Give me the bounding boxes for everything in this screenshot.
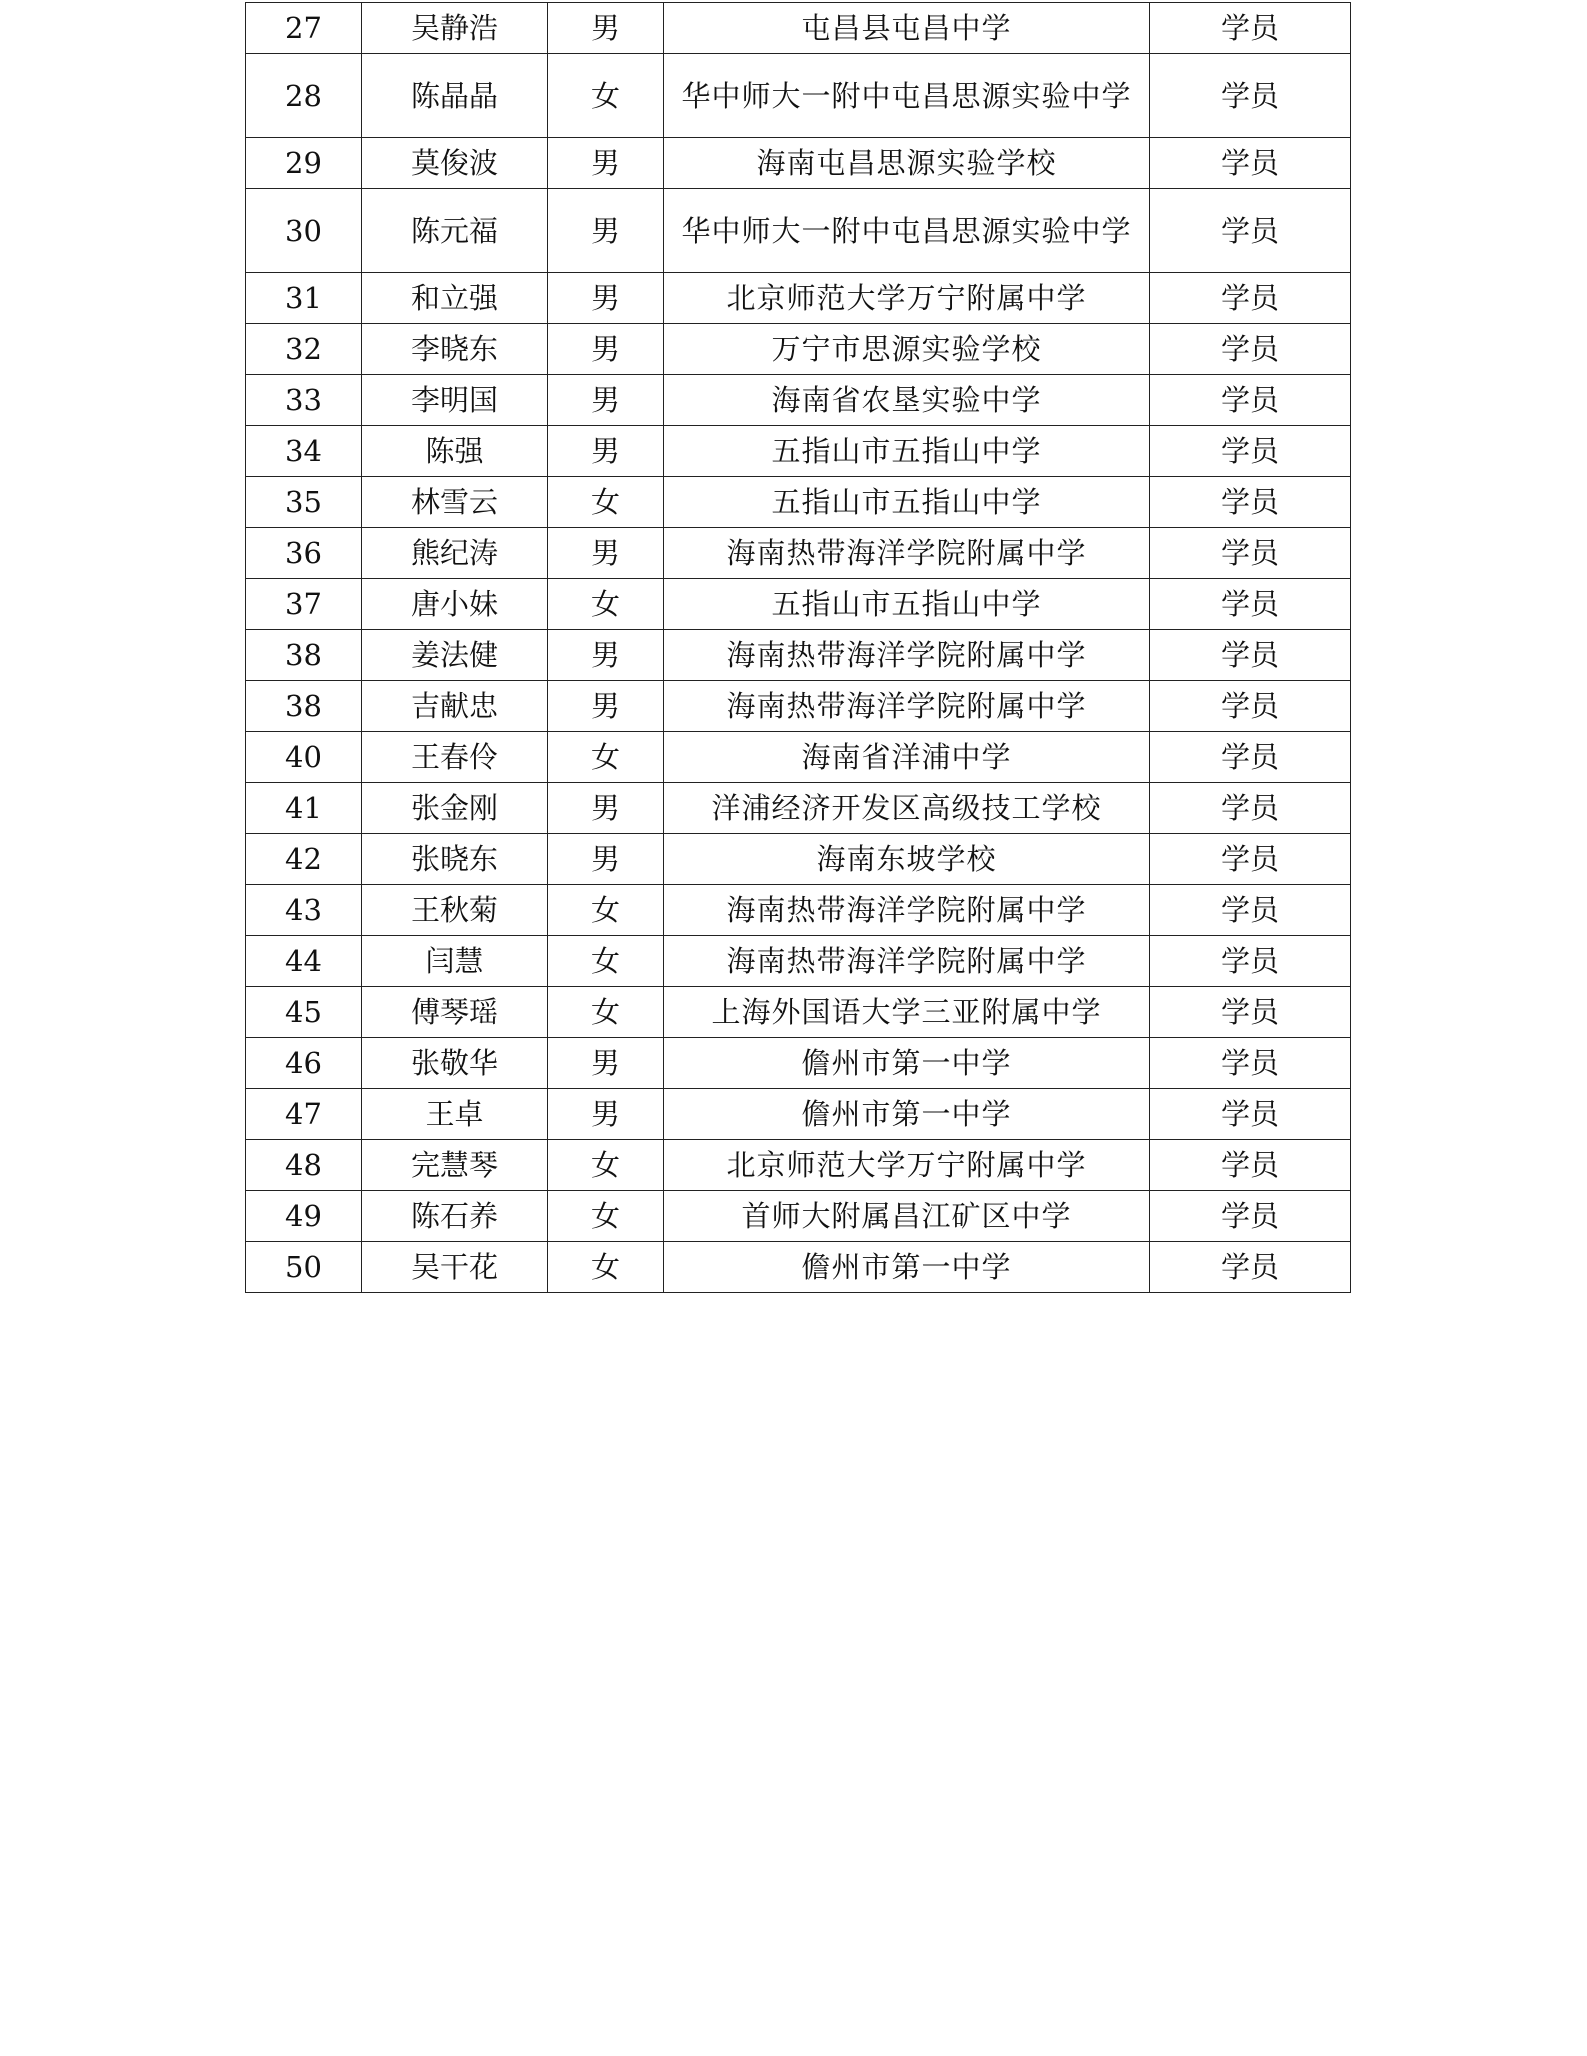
row-number: 34 (246, 426, 362, 477)
trainee-gender: 男 (548, 138, 664, 189)
table-row (246, 987, 1351, 1038)
trainee-gender: 男 (548, 783, 664, 834)
trainee-role: 学员 (1150, 138, 1351, 189)
trainee-school: 华中师大一附中屯昌思源实验中学 (664, 189, 1150, 273)
trainee-role: 学员 (1150, 1140, 1351, 1191)
trainee-school: 海南屯昌思源实验学校 (664, 138, 1150, 189)
trainee-gender: 女 (548, 987, 664, 1038)
trainee-role: 学员 (1150, 885, 1351, 936)
row-number: 40 (246, 732, 362, 783)
trainee-gender: 男 (548, 834, 664, 885)
trainee-gender: 男 (548, 1089, 664, 1140)
trainee-gender: 女 (548, 885, 664, 936)
trainee-school: 洋浦经济开发区高级技工学校 (664, 783, 1150, 834)
trainee-school: 五指山市五指山中学 (664, 579, 1150, 630)
table-row (246, 1140, 1351, 1191)
trainee-school: 海南热带海洋学院附属中学 (664, 681, 1150, 732)
trainee-role: 学员 (1150, 375, 1351, 426)
trainee-gender: 男 (548, 1038, 664, 1089)
trainee-role: 学员 (1150, 1089, 1351, 1140)
trainee-school: 海南省洋浦中学 (664, 732, 1150, 783)
row-number: 30 (246, 189, 362, 273)
trainee-name: 和立强 (362, 273, 548, 324)
trainee-role: 学员 (1150, 3, 1351, 54)
trainee-name: 李晓东 (362, 324, 548, 375)
trainee-school: 五指山市五指山中学 (664, 426, 1150, 477)
trainee-name: 张金刚 (362, 783, 548, 834)
trainee-school: 北京师范大学万宁附属中学 (664, 1140, 1150, 1191)
trainee-name: 陈元福 (362, 189, 548, 273)
table-row (246, 630, 1351, 681)
row-number: 47 (246, 1089, 362, 1140)
row-number: 33 (246, 375, 362, 426)
trainee-school: 北京师范大学万宁附属中学 (664, 273, 1150, 324)
row-number: 28 (246, 54, 362, 138)
table-row (246, 1038, 1351, 1089)
trainee-school: 上海外国语大学三亚附属中学 (664, 987, 1150, 1038)
table-row (246, 681, 1351, 732)
row-number: 44 (246, 936, 362, 987)
trainee-name: 张晓东 (362, 834, 548, 885)
table-row (246, 375, 1351, 426)
trainee-school: 儋州市第一中学 (664, 1089, 1150, 1140)
trainee-school: 首师大附属昌江矿区中学 (664, 1191, 1150, 1242)
trainee-gender: 女 (548, 579, 664, 630)
table-row (246, 477, 1351, 528)
row-number: 29 (246, 138, 362, 189)
row-number: 42 (246, 834, 362, 885)
trainee-gender: 男 (548, 3, 664, 54)
table-row (246, 936, 1351, 987)
trainee-role: 学员 (1150, 681, 1351, 732)
trainee-gender: 男 (548, 630, 664, 681)
trainee-school: 海南热带海洋学院附属中学 (664, 936, 1150, 987)
trainee-name: 莫俊波 (362, 138, 548, 189)
trainee-role: 学员 (1150, 834, 1351, 885)
table-row (246, 1191, 1351, 1242)
table-row (246, 528, 1351, 579)
trainee-role: 学员 (1150, 1038, 1351, 1089)
trainee-role: 学员 (1150, 1191, 1351, 1242)
table-row (246, 732, 1351, 783)
trainee-name: 姜法健 (362, 630, 548, 681)
row-number: 48 (246, 1140, 362, 1191)
trainee-gender: 女 (548, 54, 664, 138)
table-row (246, 885, 1351, 936)
row-number: 38 (246, 681, 362, 732)
trainee-school: 五指山市五指山中学 (664, 477, 1150, 528)
trainee-name: 王春伶 (362, 732, 548, 783)
trainee-role: 学员 (1150, 936, 1351, 987)
trainee-name: 完慧琴 (362, 1140, 548, 1191)
row-number: 37 (246, 579, 362, 630)
trainee-school: 海南省农垦实验中学 (664, 375, 1150, 426)
table-row (246, 54, 1351, 138)
trainee-gender: 女 (548, 936, 664, 987)
trainee-name: 林雪云 (362, 477, 548, 528)
row-number: 31 (246, 273, 362, 324)
trainee-role: 学员 (1150, 273, 1351, 324)
table-row (246, 3, 1351, 54)
trainee-role: 学员 (1150, 630, 1351, 681)
trainee-school: 万宁市思源实验学校 (664, 324, 1150, 375)
row-number: 35 (246, 477, 362, 528)
table-row (246, 1242, 1351, 1293)
table-row (246, 783, 1351, 834)
table-row (246, 1089, 1351, 1140)
trainee-name: 傅琴瑶 (362, 987, 548, 1038)
row-number: 45 (246, 987, 362, 1038)
trainee-role: 学员 (1150, 324, 1351, 375)
trainee-gender: 男 (548, 189, 664, 273)
trainee-gender: 男 (548, 426, 664, 477)
table-row (246, 324, 1351, 375)
trainee-school: 海南热带海洋学院附属中学 (664, 528, 1150, 579)
trainee-name: 张敬华 (362, 1038, 548, 1089)
row-number: 49 (246, 1191, 362, 1242)
trainee-role: 学员 (1150, 579, 1351, 630)
table-row (246, 834, 1351, 885)
row-number: 41 (246, 783, 362, 834)
trainee-role: 学员 (1150, 54, 1351, 138)
trainee-name: 王秋菊 (362, 885, 548, 936)
row-number: 32 (246, 324, 362, 375)
table-row (246, 579, 1351, 630)
trainee-role: 学员 (1150, 783, 1351, 834)
trainee-school: 海南东坡学校 (664, 834, 1150, 885)
table-row (246, 273, 1351, 324)
trainee-school: 屯昌县屯昌中学 (664, 3, 1150, 54)
trainee-role: 学员 (1150, 987, 1351, 1038)
table-row (246, 426, 1351, 477)
trainee-name: 吴干花 (362, 1242, 548, 1293)
table-row (246, 138, 1351, 189)
trainee-school: 华中师大一附中屯昌思源实验中学 (664, 54, 1150, 138)
trainee-name: 王卓 (362, 1089, 548, 1140)
trainee-role: 学员 (1150, 426, 1351, 477)
roster-table (245, 2, 1351, 1293)
trainee-role: 学员 (1150, 477, 1351, 528)
trainee-role: 学员 (1150, 1242, 1351, 1293)
trainee-gender: 女 (548, 477, 664, 528)
trainee-name: 陈晶晶 (362, 54, 548, 138)
trainee-role: 学员 (1150, 732, 1351, 783)
trainee-name: 陈石养 (362, 1191, 548, 1242)
trainee-school: 儋州市第一中学 (664, 1242, 1150, 1293)
trainee-gender: 女 (548, 1191, 664, 1242)
trainee-name: 熊纪涛 (362, 528, 548, 579)
trainee-name: 吉献忠 (362, 681, 548, 732)
trainee-gender: 男 (548, 375, 664, 426)
row-number: 38 (246, 630, 362, 681)
row-number: 50 (246, 1242, 362, 1293)
row-number: 46 (246, 1038, 362, 1089)
trainee-role: 学员 (1150, 528, 1351, 579)
trainee-gender: 女 (548, 732, 664, 783)
row-number: 27 (246, 3, 362, 54)
trainee-gender: 女 (548, 1242, 664, 1293)
trainee-gender: 男 (548, 681, 664, 732)
trainee-school: 海南热带海洋学院附属中学 (664, 885, 1150, 936)
trainee-gender: 男 (548, 528, 664, 579)
trainee-name: 吴静浩 (362, 3, 548, 54)
trainee-name: 李明国 (362, 375, 548, 426)
trainee-gender: 男 (548, 273, 664, 324)
trainee-name: 陈强 (362, 426, 548, 477)
row-number: 36 (246, 528, 362, 579)
trainee-school: 儋州市第一中学 (664, 1038, 1150, 1089)
trainee-name: 闫慧 (362, 936, 548, 987)
row-number: 43 (246, 885, 362, 936)
trainee-name: 唐小妹 (362, 579, 548, 630)
table-row (246, 189, 1351, 273)
trainee-gender: 女 (548, 1140, 664, 1191)
trainee-school: 海南热带海洋学院附属中学 (664, 630, 1150, 681)
trainee-gender: 男 (548, 324, 664, 375)
trainee-role: 学员 (1150, 189, 1351, 273)
